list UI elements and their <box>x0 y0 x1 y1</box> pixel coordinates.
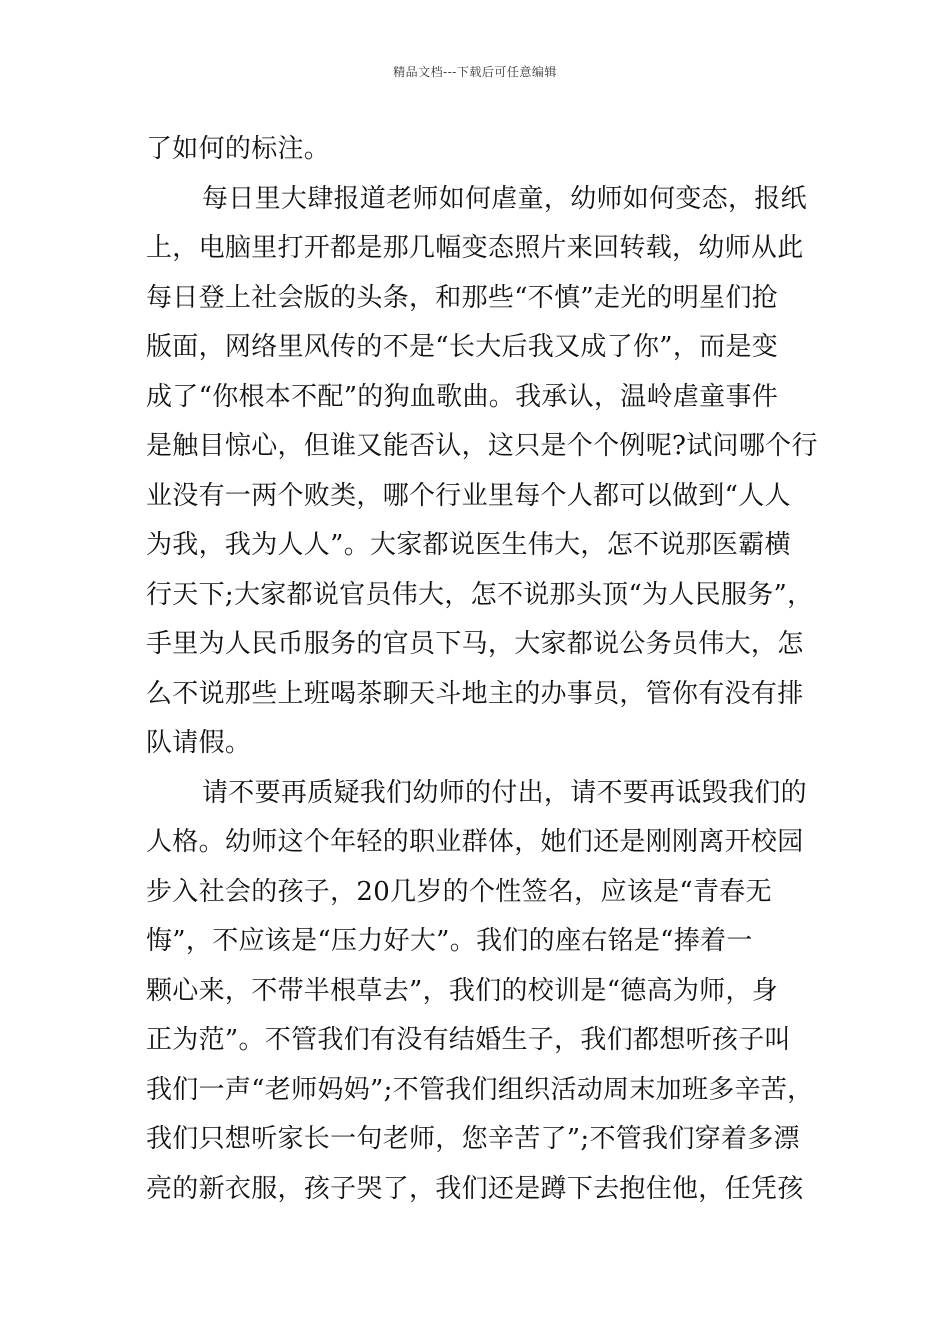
text-line: 颗心来，不带半根草去”，我们的校训是“德高为师，身 <box>146 975 779 1006</box>
text-line: 我们一声“老师妈妈”;不管我们组织活动周末加班多辛苦， <box>146 1074 814 1105</box>
text-line: 正为范”。不管我们有没有结婚生子，我们都想听孩子叫 <box>146 1025 791 1055</box>
text-line: 人格。幼师这个年轻的职业群体，她们还是刚刚离开校园 <box>146 827 804 857</box>
text-line: 成了“你根本不配”的狗血歌曲。我承认，温岭虐童事件 <box>146 381 779 412</box>
text-line: 步入社会的孩子，20几岁的个性签名，应该是“青春无 <box>146 876 772 907</box>
text-line: 版面，网络里风传的不是“长大后我又成了你”，而是变 <box>146 332 779 362</box>
text-line: 是触目惊心，但谁又能否认，这只是个个例呢?试问哪个行 <box>146 431 818 461</box>
text-line: 手里为人民币服务的官员下马，大家都说公务员伟大，怎 <box>146 629 804 659</box>
text-line-paragraph-start: 请不要再质疑我们幼师的付出，请不要再诋毁我们的 <box>202 777 807 808</box>
body-text <box>146 125 818 1214</box>
text-line: 我们只想听家长一句老师，您辛苦了”;不管我们穿着多漂 <box>146 1124 800 1154</box>
text-line: 上，电脑里打开都是那几幅变态照片来回转载，幼师从此 <box>146 233 804 263</box>
text-line: 业没有一两个败类，哪个行业里每个人都可以做到“人人 <box>146 480 791 511</box>
text-line: 了如何的标注。 <box>146 134 331 164</box>
text-line: 亮的新衣服，孩子哭了，我们还是蹲下去抱住他，任凭孩 <box>146 1173 804 1204</box>
text-line: 为我，我为人人”。大家都说医生伟大，怎不说那医霸横 <box>146 530 791 560</box>
text-line: 队请假。 <box>146 728 252 758</box>
text-line: 每日登上社会版的头条，和那些“不慎”走光的明星们抢 <box>146 282 779 313</box>
page-header: 精品文档---下载后可任意编辑 <box>393 65 557 79</box>
text-line: 悔”，不应该是“压力好大”。我们的座右铭是“捧着一 <box>146 926 753 956</box>
text-line-paragraph-start: 每日里大肆报道老师如何虐童，幼师如何变态，报纸 <box>202 183 807 214</box>
text-line: 行天下;大家都说官员伟大，怎不说那头顶“为人民服务”， <box>146 579 814 610</box>
text-line: 么不说那些上班喝茶聊天斗地主的办事员，管你有没有排 <box>146 678 804 709</box>
